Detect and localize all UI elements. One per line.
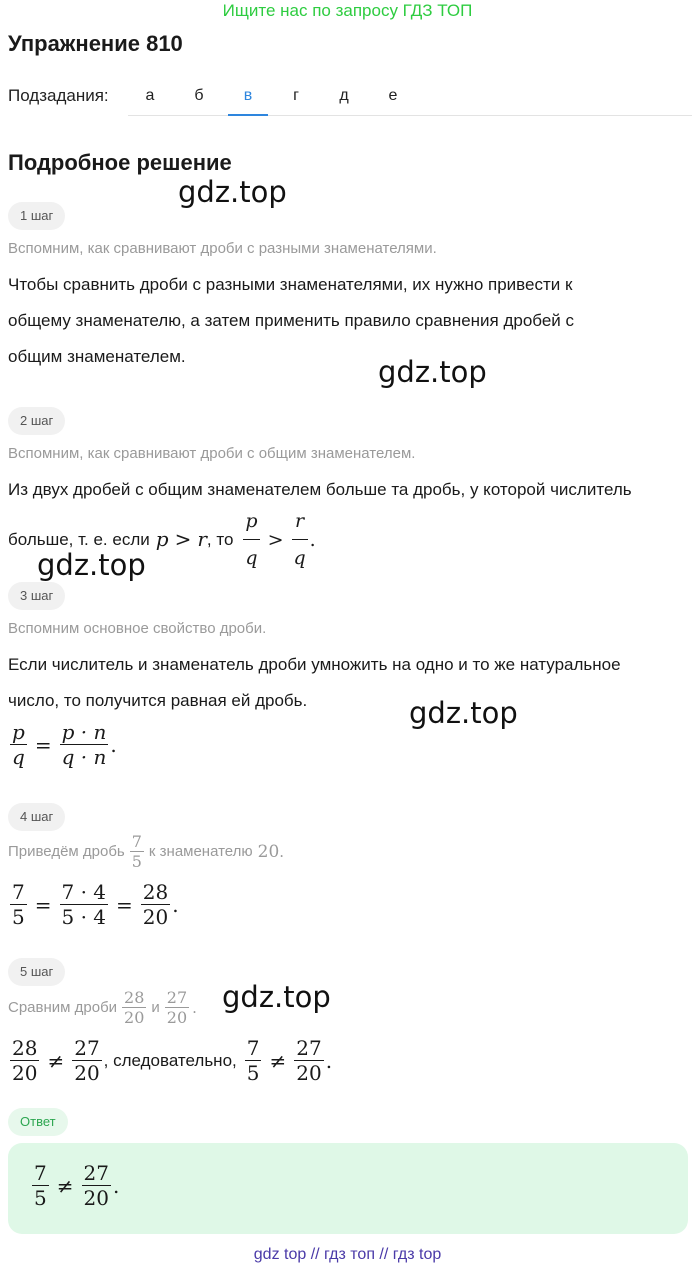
step-1-line-3: общим знаменателем. bbox=[8, 347, 186, 366]
step-badge-4: 4 шаг bbox=[8, 803, 65, 831]
comparison-formula: $\frac{28}{20}$ ≠ $\frac{27}{20}$ , следовательно, $\frac{7}{5}$ ≠ $\frac{27}{20}$ . bbox=[12, 1036, 333, 1085]
answer-formula: $\frac{7}{5}$ ≠ $\frac{27}{20}$ . bbox=[34, 1161, 120, 1210]
step-badge-1: 1 шаг bbox=[8, 202, 65, 230]
step-badge-5: 5 шаг bbox=[8, 958, 65, 986]
tab-e[interactable]: е bbox=[388, 87, 398, 104]
tab-a[interactable]: а bbox=[145, 87, 155, 104]
step-badge-3: 3 шаг bbox=[8, 582, 65, 610]
step-1-line-1: Чтобы сравнить дроби с разными знаменателями, их нужно привести к bbox=[8, 275, 573, 294]
step-2-hint: Вспомним, как сравнивают дроби с общим знаменателем. bbox=[8, 445, 416, 462]
answer-box bbox=[8, 1143, 688, 1234]
inequality-formula: $\frac{p}{q}$ > $\frac{r}{q}$ . bbox=[241, 503, 315, 576]
property-formula: $\frac{p}{q}$ = $\frac{p \cdot n}{q \cdot n}$ . bbox=[12, 720, 117, 769]
watermark: gdz.top bbox=[222, 980, 331, 1014]
step-5-hint: Сравним дроби $\frac{28}{20}$ и $\frac{27}{20}$ . bbox=[8, 988, 197, 1027]
watermark: gdz.top bbox=[409, 696, 518, 730]
tab-b[interactable]: б bbox=[194, 87, 204, 104]
footer-links[interactable]: gdz top // гдз топ // гдз top bbox=[253, 1246, 442, 1263]
condition-formula: p > r bbox=[155, 527, 207, 551]
step-2-line-2 bbox=[8, 503, 316, 576]
step-3-hint: Вспомним основное свойство дроби. bbox=[8, 620, 267, 637]
solution-title: Подробное решение bbox=[8, 150, 232, 175]
subtasks-label: Подзадания: bbox=[8, 86, 109, 105]
answer-badge: Ответ bbox=[8, 1108, 68, 1136]
watermark: gdz.top bbox=[178, 175, 287, 209]
tab-d[interactable]: д bbox=[339, 87, 349, 104]
search-banner: Ищите нас по запросу ГДЗ ТОП bbox=[222, 1, 473, 20]
step-badge-2: 2 шаг bbox=[8, 407, 65, 435]
step-2-line-1: Из двух дробей с общим знаменателем больше та дробь, у которой числитель bbox=[8, 480, 632, 499]
watermark: gdz.top bbox=[378, 355, 487, 389]
step-1-line-2: общему знаменателю, а затем применить правило сравнения дробей с bbox=[8, 311, 575, 330]
reduction-formula: $\frac{7}{5}$ = $\frac{7 \cdot 4}{5 \cdot 4}$ = $\frac{28}{20}$ . bbox=[12, 880, 179, 929]
step-3-line-2: число, то получится равная ей дробь. bbox=[8, 691, 308, 710]
step-4-hint: Приведём дробь $\frac{7}{5}$ к знаменателю 20 . bbox=[8, 832, 285, 871]
step-3-line-1: Если числитель и знаменатель дроби умножить на одно и то же натуральное bbox=[8, 655, 621, 674]
exercise-title: Упражнение 810 bbox=[8, 31, 183, 56]
subtasks-bar bbox=[8, 80, 688, 116]
tab-g[interactable]: г bbox=[293, 87, 299, 104]
watermark: gdz.top bbox=[37, 548, 146, 582]
tab-v-active[interactable]: в bbox=[228, 80, 268, 116]
step-2-text-mid: , то bbox=[206, 529, 234, 549]
step-1-hint: Вспомним, как сравнивают дроби с разными знаменателями. bbox=[8, 240, 437, 257]
step-2-text: больше, т. е. если bbox=[8, 529, 150, 549]
